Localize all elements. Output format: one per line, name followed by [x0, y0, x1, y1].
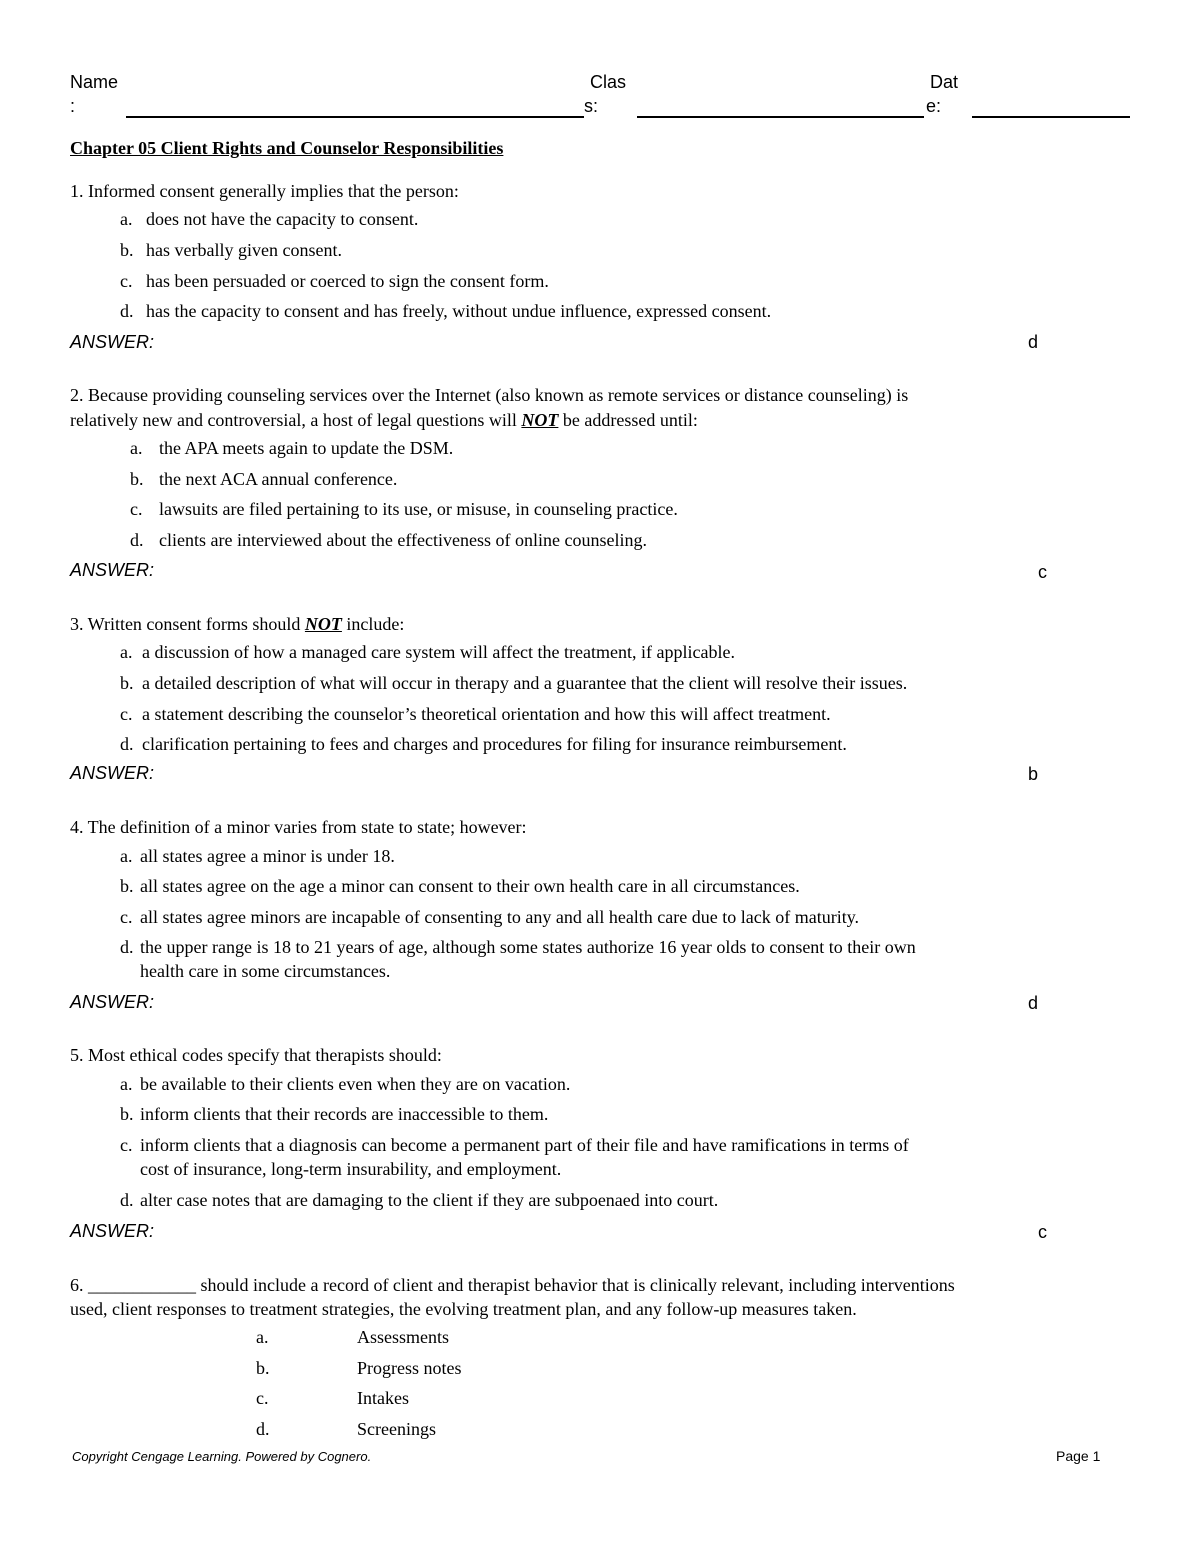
- q4-option-b-letter: b.: [120, 876, 134, 896]
- date-label-suffix: e:: [926, 96, 942, 116]
- not-emphasis: NOT: [521, 410, 559, 430]
- q3-option-b-text: a detailed description of what will occur in therapy and a guarantee that the client will resolve their issues.: [142, 673, 908, 693]
- q5-answer-value: c: [1038, 1222, 1047, 1242]
- q1-option-c-letter: c.: [120, 271, 133, 291]
- q1-option-b-text: has verbally given consent.: [146, 240, 342, 260]
- q6-option-a-letter: a.: [256, 1327, 269, 1347]
- q6-option-a-text: Assessments: [357, 1327, 450, 1347]
- chapter-title: Chapter 05 Client Rights and Counselor Responsibilities: [70, 138, 504, 158]
- q3-answer-label: ANSWER:: [70, 763, 155, 783]
- q2-option-a-letter: a.: [130, 438, 143, 458]
- q4-answer-label: ANSWER:: [70, 992, 155, 1012]
- q1-option-a-letter: a.: [120, 209, 133, 229]
- q3-option-a-letter: a.: [120, 642, 133, 662]
- q4-option-c-text: all states agree minors are incapable of consenting to any and all health care due to lack of maturity.: [140, 907, 860, 927]
- q1-answer-value: d: [1028, 332, 1039, 352]
- q3-option-d-letter: d.: [120, 734, 134, 754]
- question-2-stem-line1: 2. Because providing counseling services over the Internet (also known as remote services or distance counseling) is: [70, 385, 909, 405]
- name-field-line[interactable]: [126, 116, 584, 118]
- q6-option-b-letter: b.: [256, 1358, 270, 1378]
- class-field-line[interactable]: [637, 116, 924, 118]
- q5-option-b-text: inform clients that their records are inaccessible to them.: [140, 1104, 549, 1124]
- q1-answer-label: ANSWER:: [70, 332, 155, 352]
- question-6-stem-line1: 6. ____________ should include a record of client and therapist behavior that is clinically relevant, including interventions: [70, 1275, 955, 1295]
- q4-option-d-letter: d.: [120, 937, 134, 957]
- q6-option-b-text: Progress notes: [357, 1358, 462, 1378]
- q3-option-c-letter: c.: [120, 704, 133, 724]
- question-2-stem-line2: relatively new and controversial, a host of legal questions will NOT be addressed until:: [70, 410, 698, 430]
- question-4-stem: 4. The definition of a minor varies from state to state; however:: [70, 817, 527, 837]
- question-3-stem: 3. Written consent forms should NOT include:: [70, 614, 405, 634]
- q4-option-d-text-line2: health care in some circumstances.: [140, 961, 391, 981]
- copyright-footer: Copyright Cengage Learning. Powered by Cognero.: [72, 1449, 372, 1464]
- q1-option-d-text: has the capacity to consent and has freely, without undue influence, expressed consent.: [146, 301, 772, 321]
- name-label-colon: :: [70, 96, 76, 116]
- name-label: Name: [70, 72, 119, 92]
- question-5-stem: 5. Most ethical codes specify that therapists should:: [70, 1045, 442, 1065]
- q4-option-c-letter: c.: [120, 907, 133, 927]
- q3-answer-value: b: [1028, 764, 1039, 784]
- q5-option-c-letter: c.: [120, 1135, 133, 1155]
- q2-option-c-letter: c.: [130, 499, 143, 519]
- page-number: Page 1: [1056, 1448, 1101, 1464]
- q3-option-c-text: a statement describing the counselor’s theoretical orientation and how this will affect treatment.: [142, 704, 831, 724]
- q4-option-d-text: the upper range is 18 to 21 years of age, although some states authorize 16 year olds to consent to their own: [140, 937, 916, 957]
- q2-option-d-letter: d.: [130, 530, 144, 550]
- q5-answer-label: ANSWER:: [70, 1221, 155, 1241]
- q5-option-a-letter: a.: [120, 1074, 133, 1094]
- q2-answer-label: ANSWER:: [70, 560, 155, 580]
- q2-option-c-text: lawsuits are filed pertaining to its use, or misuse, in counseling practice.: [159, 499, 678, 519]
- q1-option-a-text: does not have the capacity to consent.: [146, 209, 419, 229]
- q3-option-b-letter: b.: [120, 673, 134, 693]
- q6-option-d-text: Screenings: [357, 1419, 436, 1439]
- q4-option-b-text: all states agree on the age a minor can consent to their own health care in all circumstances.: [140, 876, 800, 896]
- q5-option-c-text: inform clients that a diagnosis can become a permanent part of their file and have ramifications in terms of: [140, 1135, 909, 1155]
- q5-option-a-text: be available to their clients even when they are on vacation.: [140, 1074, 571, 1094]
- q5-option-d-text: alter case notes that are damaging to the client if they are subpoenaed into court.: [140, 1190, 719, 1210]
- q1-option-c-text: has been persuaded or coerced to sign the consent form.: [146, 271, 549, 291]
- q2-option-b-text: the next ACA annual conference.: [159, 469, 398, 489]
- q1-option-d-letter: d.: [120, 301, 134, 321]
- q5-option-b-letter: b.: [120, 1104, 134, 1124]
- q4-answer-value: d: [1028, 993, 1039, 1013]
- q2-answer-value: c: [1038, 562, 1047, 582]
- q6-option-c-text: Intakes: [357, 1388, 409, 1408]
- q1-option-b-letter: b.: [120, 240, 134, 260]
- q2-option-a-text: the APA meets again to update the DSM.: [159, 438, 454, 458]
- q3-option-a-text: a discussion of how a managed care system will affect the treatment, if applicable.: [142, 642, 735, 662]
- question-1-stem: 1. Informed consent generally implies that the person:: [70, 181, 459, 201]
- q2-option-d-text: clients are interviewed about the effectiveness of online counseling.: [159, 530, 647, 550]
- q3-option-d-text: clarification pertaining to fees and charges and procedures for filing for insurance reimbursement.: [142, 734, 847, 754]
- q6-option-c-letter: c.: [256, 1388, 269, 1408]
- date-label: Dat: [930, 72, 959, 92]
- question-6-stem-line2: used, client responses to treatment strategies, the evolving treatment plan, and any follow-up measures taken.: [70, 1299, 857, 1319]
- q5-option-c-text-line2: cost of insurance, long-term insurability, and employment.: [140, 1159, 562, 1179]
- q2-option-b-letter: b.: [130, 469, 144, 489]
- q5-option-d-letter: d.: [120, 1190, 134, 1210]
- not-emphasis: NOT: [304, 614, 342, 634]
- class-label-suffix: s:: [584, 96, 599, 116]
- q4-option-a-letter: a.: [120, 846, 133, 866]
- q4-option-a-text: all states agree a minor is under 18.: [140, 846, 395, 866]
- q6-option-d-letter: d.: [256, 1419, 270, 1439]
- date-field-line[interactable]: [972, 116, 1130, 118]
- class-label: Clas: [590, 72, 627, 92]
